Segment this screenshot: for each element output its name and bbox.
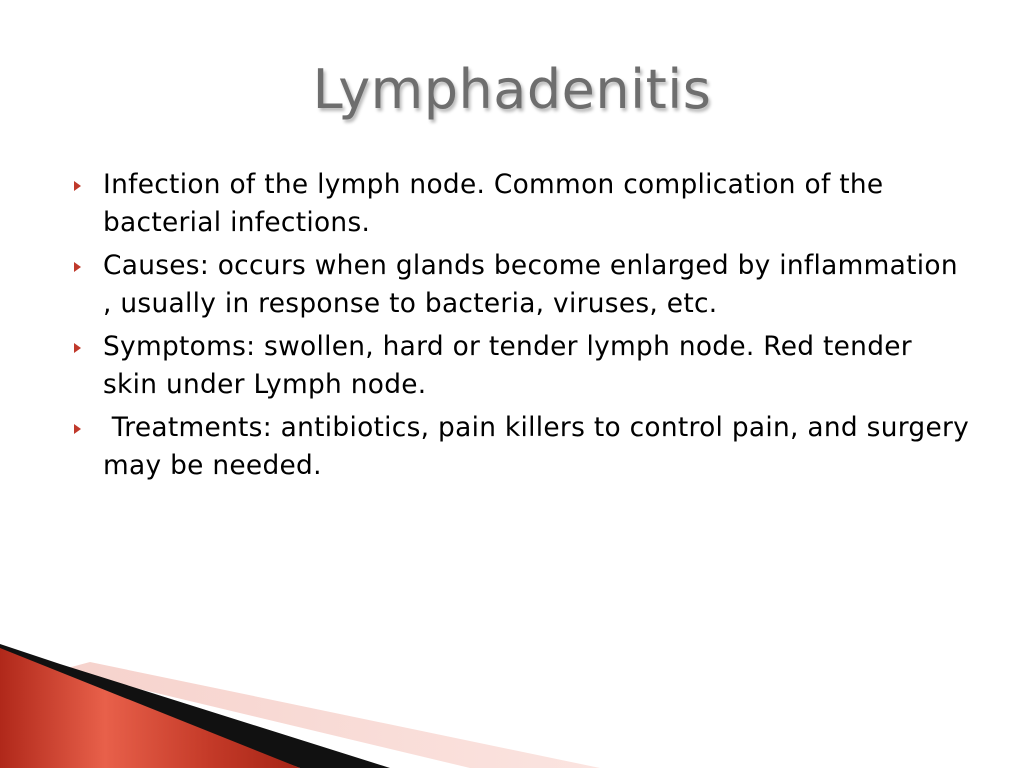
bullet-item: [72, 409, 978, 485]
bullet-text: Causes: occurs when glands become enlarged by inflammation , usually in response to bacteria, viruses, etc.: [103, 250, 967, 319]
bullet-list: [72, 166, 978, 490]
bullet-item: [72, 247, 972, 323]
bullet-text: Infection of the lymph node. Common complication of the bacterial infections.: [103, 169, 893, 238]
bullet-text: Symptoms: swollen, hard or tender lymph node. Red tender skin under Lymph node.: [103, 331, 921, 400]
slide-title: Lymphadenitis: [312, 58, 712, 121]
triangle-bullet-icon: [74, 262, 81, 272]
triangle-bullet-icon: [74, 181, 81, 191]
triangle-bullet-icon: [74, 343, 81, 353]
bullet-text: Treatments: antibiotics, pain killers to control pain, and surgery may be needed.: [103, 412, 978, 481]
corner-decoration: [0, 600, 1024, 768]
bullet-item: [72, 328, 972, 404]
triangle-bullet-icon: [74, 424, 81, 434]
bullet-item: [72, 166, 972, 242]
